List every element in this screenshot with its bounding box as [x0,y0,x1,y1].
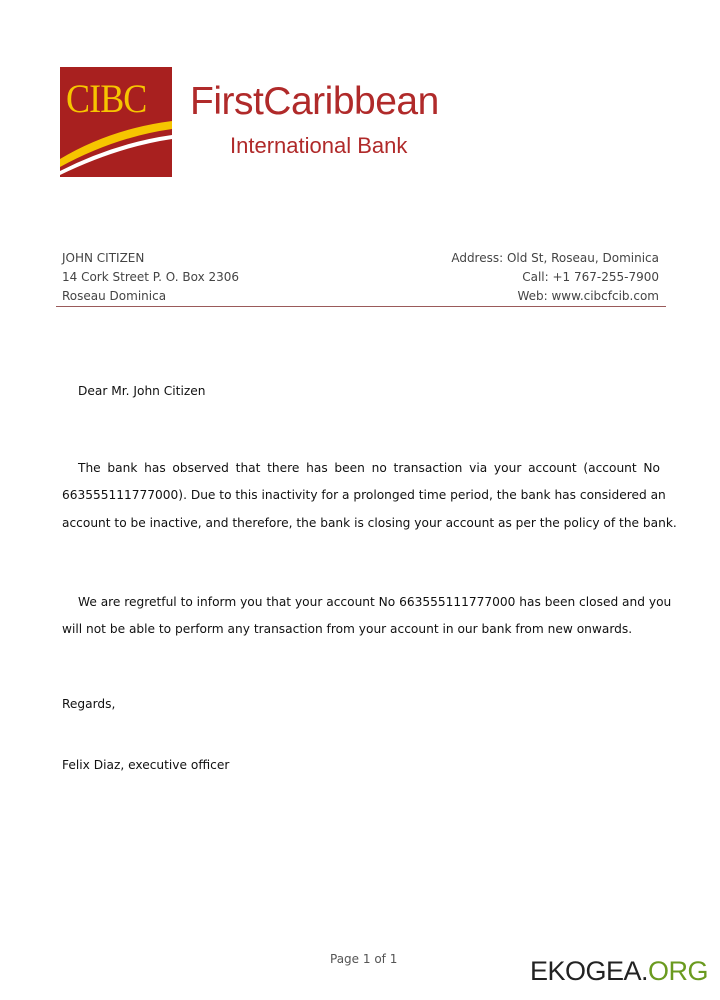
paragraph-line: We are regretful to inform you that your account No 663555111777000 has been closed and you [78,595,672,609]
bank-name: FirstCaribbean [190,80,439,123]
bank-phone: Call: +1 767-255-7900 [522,270,659,284]
recipient-name: JOHN CITIZEN [62,251,145,265]
bank-subtitle: International Bank [230,133,408,158]
bank-address: Address: Old St, Roseau, Dominica [451,251,659,265]
salutation: Dear Mr. John Citizen [78,384,206,398]
cibc-logo-mark [60,67,172,177]
paragraph-line: will not be able to perform any transaction from your account in our bank from new onwards. [62,622,633,636]
watermark-main: EKOGEA. [529,956,648,986]
logo-swoosh [60,67,172,177]
watermark [530,956,708,987]
paragraph-line: 663555111777000). Due to this inactivity for a prolonged time period, the bank has considered an [62,488,666,502]
paragraph-line: account to be inactive, and therefore, the bank is closing your account as per the policy of the bank. [62,516,677,530]
bank-web: Web: www.cibcfcib.com [517,289,659,303]
watermark-suffix: ORG [647,956,708,986]
paragraph-line: The bank has observed that there has been no transaction via your account (account No [78,461,660,475]
recipient-street: 14 Cork Street P. O. Box 2306 [62,270,240,284]
closing: Regards, [62,697,116,711]
bank-contact [451,249,659,306]
page-number: Page 1 of 1 [330,952,398,966]
header-divider [56,306,666,307]
recipient-address [62,249,239,306]
recipient-city: Roseau Dominica [62,289,167,303]
signature: Felix Diaz, executive officer [62,758,230,772]
logo-mark-text: CIBC [66,76,147,121]
